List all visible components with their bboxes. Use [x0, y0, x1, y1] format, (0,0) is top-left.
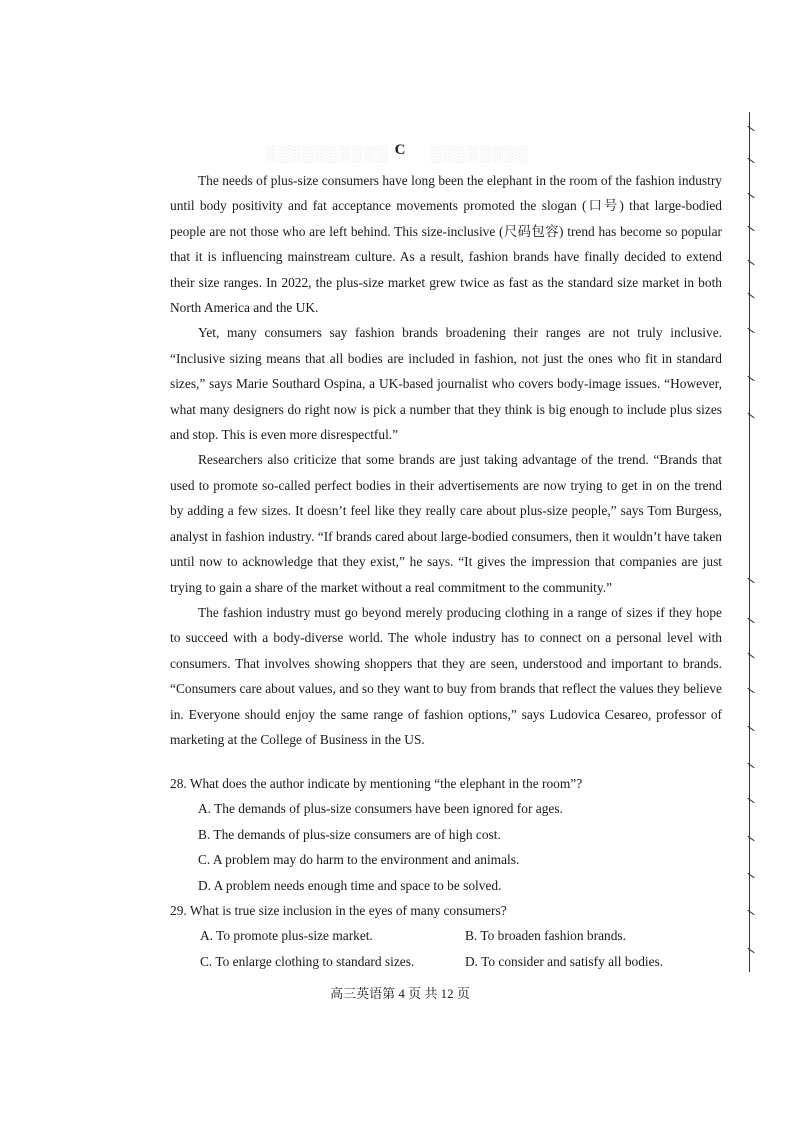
binding-margin-line [749, 112, 750, 972]
question-28-option-c: C. A problem may do harm to the environment and animals. [198, 852, 520, 868]
bleed-through-ghost-text: ░░░░░░░░░░ [265, 146, 389, 163]
section-letter: C [394, 142, 406, 158]
question-29-options-row-1 [200, 923, 730, 948]
paragraph-2: Yet, many consumers say fashion brands broadening their ranges are not truly inclusive. “Inclusive sizing means that all bodies are included in fashion, not just the ones who fit in standard sizes,” says Marie Southard Ospina, a UK-based journalist who covers body-image issues. “However, what many designers do right now is pick a number that they think is big enough to include plus sizes and stop. This is even more disrespectful.” [170, 325, 722, 443]
question-29-option-d: D. To consider and satisfy all bodies. [465, 953, 664, 969]
page-footer: 高三英语第 4 页 共 12 页 [330, 986, 470, 1001]
question-28-option-d: D. A problem needs enough time and space to be solved. [198, 877, 502, 893]
paragraph-4: The fashion industry must go beyond merely producing clothing in a range of sizes if they hope to succeed with a body-diverse world. The whole industry has to connect on a personal level with consumers. That involves showing shoppers that they are seen, understood and important to brands. “Consumers care about values, and so they want to buy from brands that reflect the values they believe in. Everyone should enjoy the same range of fashion options,” says Ludovica Cesareo, professor of marketing at the College of Business in the US. [170, 604, 722, 747]
question-28-option-b: B. The demands of plus-size consumers are of high cost. [198, 826, 501, 842]
question-29-option-a: A. To promote plus-size market. [200, 928, 373, 944]
question-29-option-b: B. To broaden fashion brands. [465, 928, 626, 944]
reading-passage [170, 168, 722, 752]
bleed-through-ghost-text: ░░░░░░░░ [430, 146, 529, 163]
question-29-options-row-2 [200, 949, 730, 974]
question-29-option-c: C. To enlarge clothing to standard sizes. [200, 953, 415, 969]
question-28-option-a: A. The demands of plus-size consumers have been ignored for ages. [198, 801, 563, 817]
paragraph-3: Researchers also criticize that some brands are just taking advantage of the trend. “Brands that used to promote so-called perfect bodies in their advertisements are now trying to get in on the trend by adding a few sizes. It doesn’t feel like they really care about plus-size people,” says Tom Burgess, analyst in fashion industry. “If brands cared about large-bodied consumers, then it wouldn’t have taken until now to acknowledge that they exist,” he says. “It gives the impression that companies are just trying to gain a share of the market without a real commitment to the community.” [170, 452, 722, 595]
question-29-stem: 29. What is true size inclusion in the eyes of many consumers? [170, 903, 507, 919]
question-28-stem: 28. What does the author indicate by mentioning “the elephant in the room”? [170, 776, 583, 791]
paragraph-1: The needs of plus-size consumers have long been the elephant in the room of the fashion industry until body positivity and fat acceptance movements promoted the slogan (口号) that large-bodied people are not those who are left behind. This size-inclusive (尺码包容) trend has become so popular that it is influencing mainstream culture. As a result, fashion brands have finally decided to extend their size ranges. In 2022, the plus-size market grew twice as fast as the standard size market in both North America and the UK. [170, 173, 722, 316]
question-block [170, 771, 730, 974]
